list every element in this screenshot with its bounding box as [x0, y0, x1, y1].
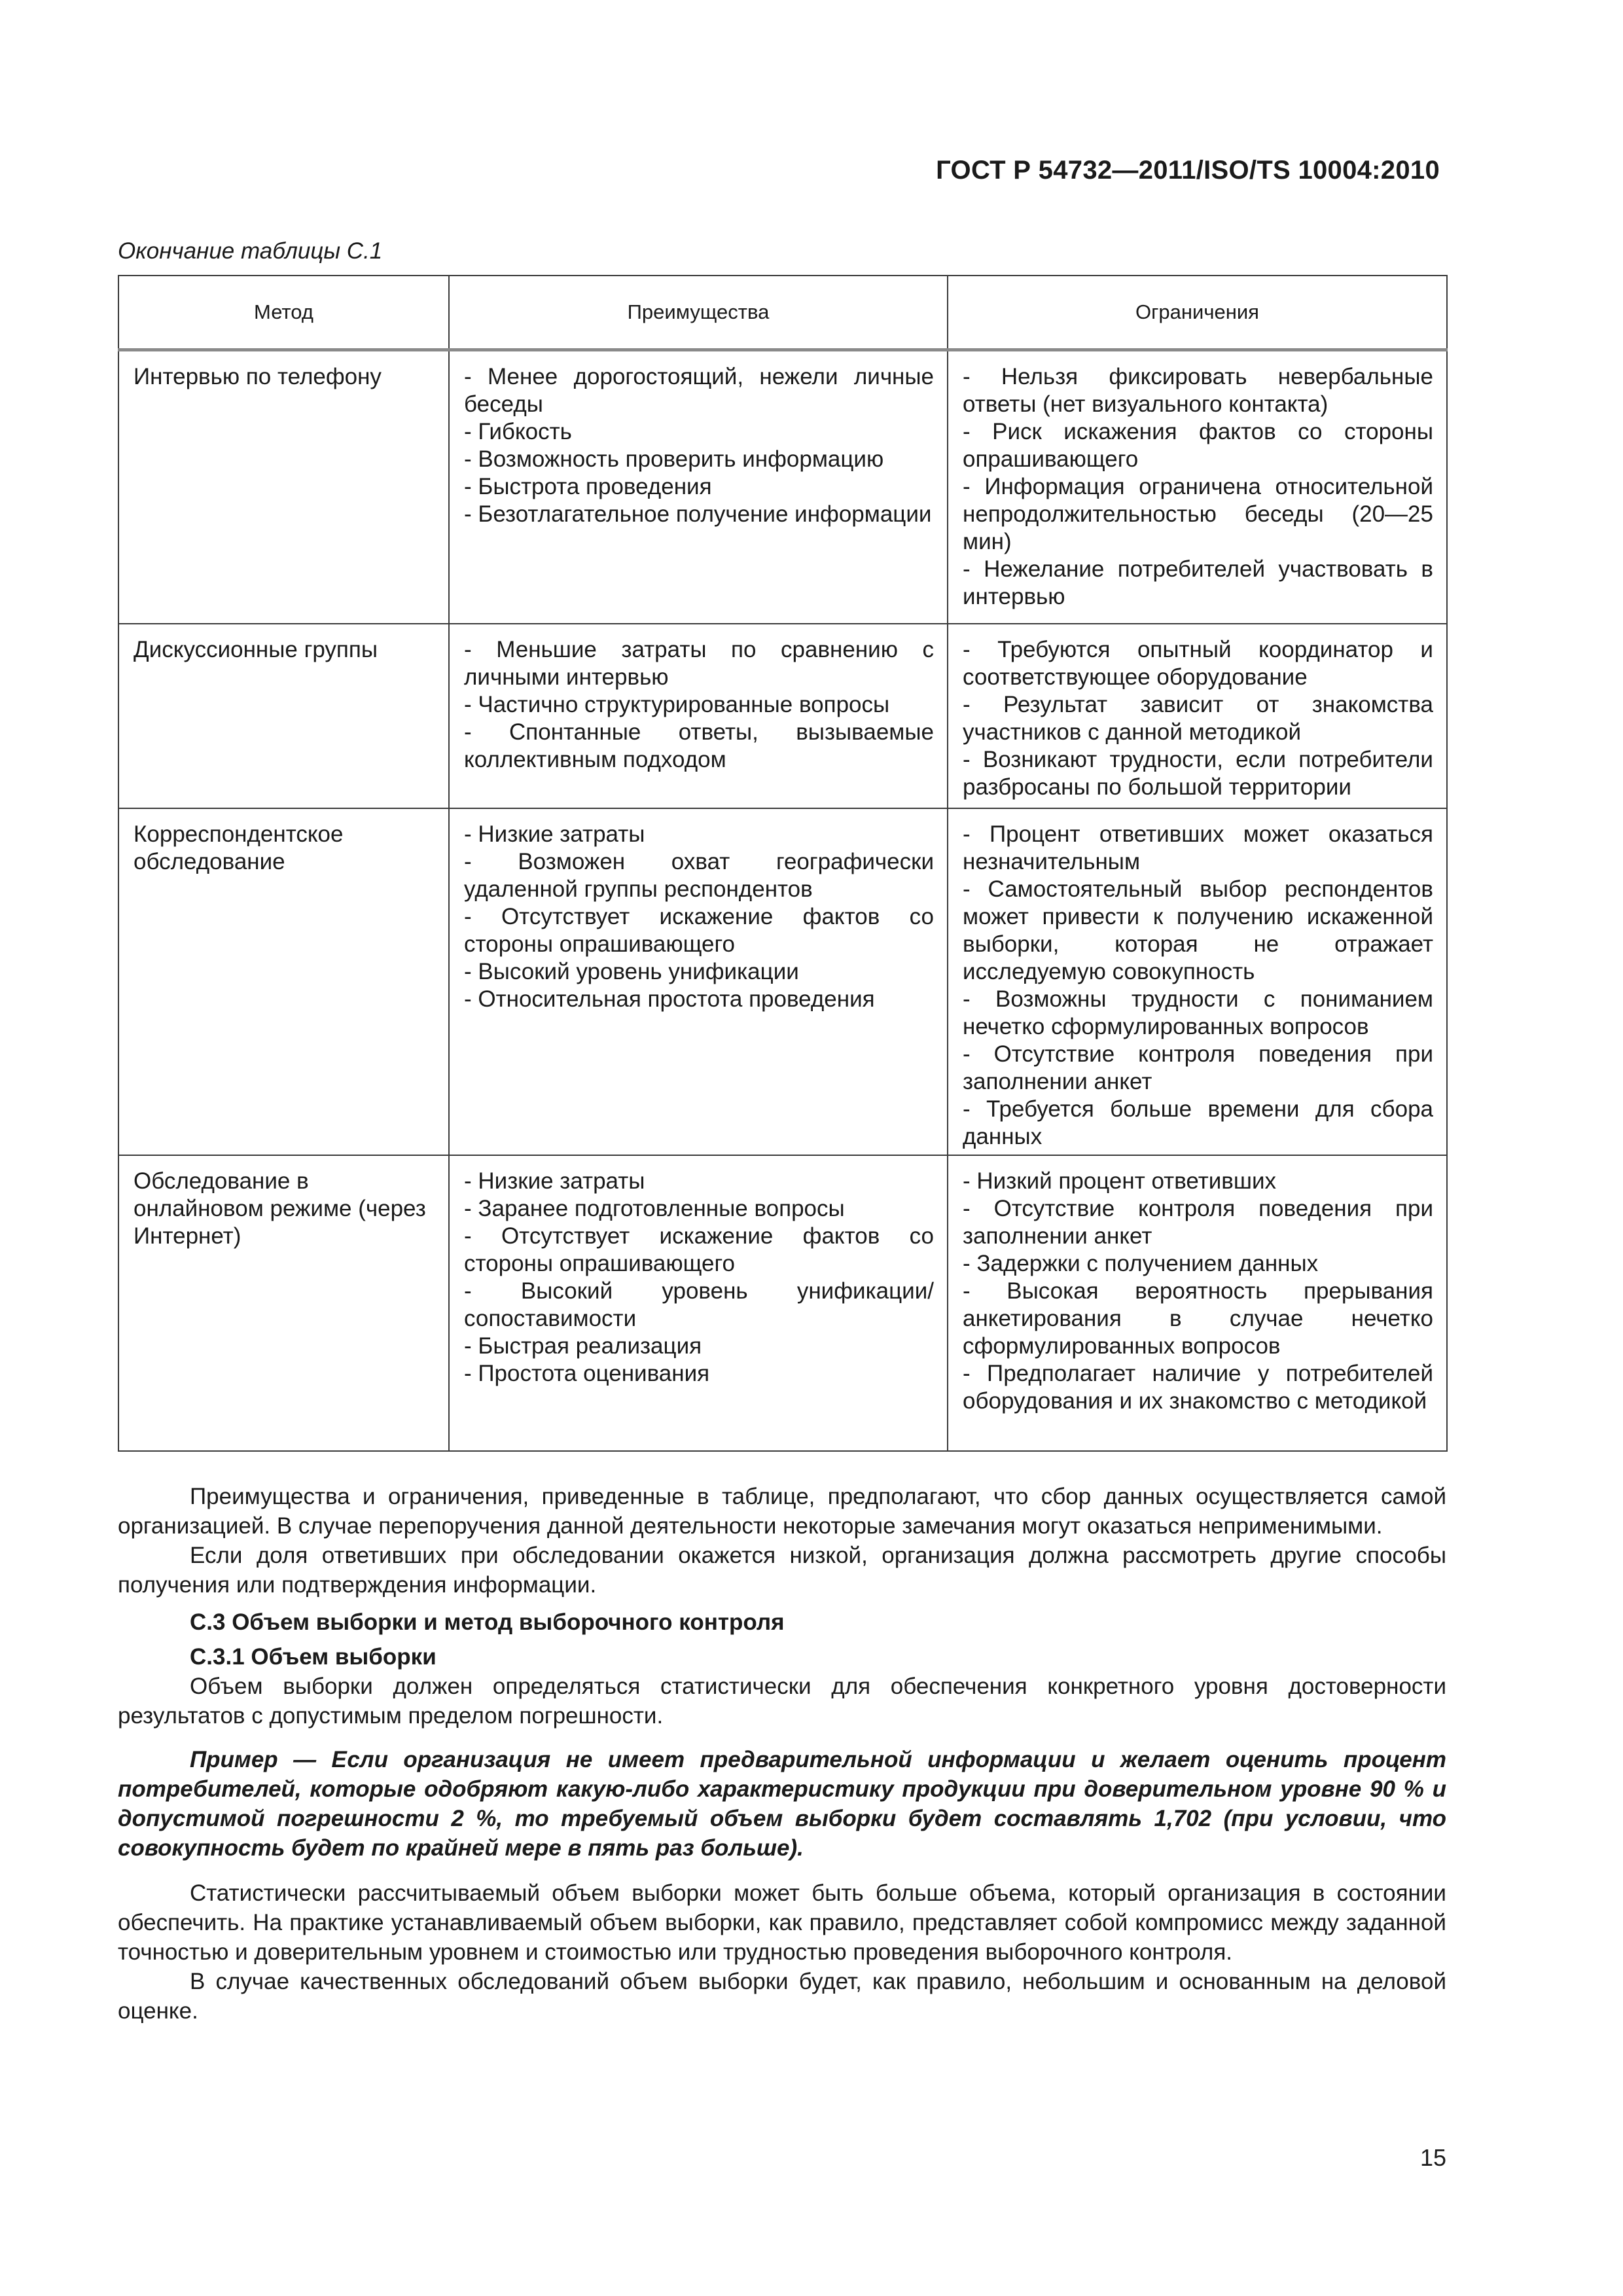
method-text: Обследование в онлайновом режиме (через Интернет)	[134, 1168, 426, 1249]
list-item: - Быстрота проведения	[464, 474, 712, 499]
method-cell	[118, 624, 449, 808]
advantages-cell	[449, 624, 948, 808]
table-row	[118, 808, 1447, 1155]
table-row	[118, 624, 1447, 808]
section-heading-c3: С.3 Объем выборки и метод выборочного контроля	[190, 1609, 785, 1635]
paragraph: Если доля ответивших при обследовании окажется низкой, организация должна рассмотреть другие способы получения или подтверждения информации.	[118, 1543, 1446, 1598]
list-item: - Информация ограничена относительной непродолжительностью беседы (20—25 мин)	[963, 474, 1433, 554]
list-item: - Гибкость	[464, 419, 572, 444]
list-item: - Низкий процент ответивших	[963, 1168, 1277, 1194]
list-item: - Возникают трудности, если потребители разбросаны по большой территории	[963, 746, 1433, 800]
paragraph: Преимущества и ограничения, приведенные в таблице, предполагают, что сбор данных осуществляется самой организацией. В случае перепоручения данной деятельности некоторые замечания могут оказаться неприменимыми.	[118, 1484, 1446, 1539]
method-text: Интервью по телефону	[134, 364, 382, 389]
body-text	[118, 1482, 1446, 2026]
document-header: ГОСТ Р 54732—2011/ISO/TS 10004:2010	[936, 156, 1440, 185]
column-header-limitations: Ограничения	[948, 276, 1447, 350]
method-text: Корреспондентское обследование	[134, 821, 344, 874]
advantages-cell	[449, 1155, 948, 1451]
list-item: - Высокий уровень унификации	[464, 958, 799, 984]
methods-table	[118, 275, 1448, 1452]
page-number: 15	[1419, 2144, 1446, 2171]
list-item: - Менее дорогостоящий, нежели личные беседы	[464, 364, 934, 417]
list-item: - Простота оценивания	[464, 1360, 710, 1386]
column-header-method: Метод	[118, 276, 449, 350]
limitations-cell	[948, 624, 1447, 808]
list-item: - Отсутствует искажение фактов со стороны опрашивающего	[464, 1223, 934, 1276]
list-item: - Низкие затраты	[464, 1168, 645, 1194]
method-text: Дискуссионные группы	[134, 636, 378, 662]
list-item: - Относительная простота проведения	[464, 986, 875, 1012]
section-heading-c31: С.3.1 Объем выборки	[190, 1644, 437, 1670]
list-item: - Отсутствие контроля поведения при заполнении анкет	[963, 1041, 1433, 1094]
list-item: - Быстрая реализация	[464, 1333, 702, 1359]
paragraph: Объем выборки должен определяться статистически для обеспечения конкретного уровня достоверности результатов с допустимым пределом погрешности.	[118, 1674, 1446, 1729]
table-row	[118, 1155, 1447, 1451]
limitations-cell	[948, 1155, 1447, 1451]
list-item: - Нельзя фиксировать невербальные ответы (нет визуального контакта)	[963, 364, 1433, 417]
method-cell	[118, 808, 449, 1155]
list-item: - Высокий уровень унификации/сопоставимости	[464, 1278, 934, 1331]
list-item: - Низкие затраты	[464, 821, 645, 847]
list-item: - Процент ответивших может оказаться незначительным	[963, 821, 1433, 874]
list-item: - Результат зависит от знакомства участников с данной методикой	[963, 691, 1433, 745]
list-item: - Задержки с получением данных	[963, 1250, 1319, 1276]
limitations-cell	[948, 808, 1447, 1155]
limitations-cell	[948, 350, 1447, 624]
list-item: - Предполагает наличие у потребителей оборудования и их знакомство с методикой	[963, 1360, 1433, 1414]
list-item: - Безотлагательное получение информации	[464, 501, 932, 527]
list-item: - Меньшие затраты по сравнению с личными интервью	[464, 636, 934, 690]
list-item: - Отсутствует искажение фактов со стороны опрашивающего	[464, 903, 934, 957]
advantages-cell	[449, 808, 948, 1155]
list-item: - Нежелание потребителей участвовать в интервью	[963, 556, 1433, 609]
list-item: - Возможность проверить информацию	[464, 446, 884, 472]
method-cell	[118, 1155, 449, 1451]
list-item: - Спонтанные ответы, вызываемые коллективным подходом	[464, 719, 934, 772]
paragraph: В случае качественных обследований объем выборки будет, как правило, небольшим и основанным на деловой оценке.	[118, 1969, 1446, 2024]
list-item: - Возможен охват географически удаленной группы респондентов	[464, 848, 934, 902]
list-item: - Требуется больше времени для сбора данных	[963, 1096, 1433, 1149]
list-item: - Требуются опытный координатор и соответствующее оборудование	[963, 636, 1433, 690]
list-item: - Возможны трудности с пониманием нечетко сформулированных вопросов	[963, 986, 1433, 1039]
table-caption: Окончание таблицы С.1	[118, 238, 383, 264]
list-item: - Частично структурированные вопросы	[464, 691, 890, 717]
paragraph: Статистически рассчитываемый объем выборки может быть больше объема, который организация в состоянии обеспечить. На практике устанавливаемый объем выборки, как правило, представляет собой компромисс между заданной точностью и доверительным уровнем и стоимостью или трудностью проведения выборочного контроля.	[118, 1880, 1446, 1965]
table-header-row	[118, 276, 1447, 350]
column-header-advantages: Преимущества	[449, 276, 948, 350]
list-item: - Риск искажения фактов со стороны опрашивающего	[963, 419, 1433, 472]
advantages-cell	[449, 350, 948, 624]
list-item: - Заранее подготовленные вопросы	[464, 1195, 845, 1221]
table-row	[118, 350, 1447, 624]
list-item: - Отсутствие контроля поведения при заполнении анкет	[963, 1195, 1433, 1249]
list-item: - Высокая вероятность прерывания анкетирования в случае нечетко сформулированных вопросов	[963, 1278, 1433, 1359]
example-paragraph: Пример — Если организация не имеет предварительной информации и желает оценить процент потребителей, которые одобряют какую-либо характеристику продукции при доверительном уровне 90 % и допустимой погрешности 2 %, то требуемый объем выборки будет составлять 1,702 (при условии, что совокупность будет по крайней мере в пять раз больше).	[118, 1747, 1446, 1861]
method-cell	[118, 350, 449, 624]
list-item: - Самостоятельный выбор респондентов может привести к получению искаженной выборки, которая не отражает исследуемую совокупность	[963, 876, 1433, 984]
